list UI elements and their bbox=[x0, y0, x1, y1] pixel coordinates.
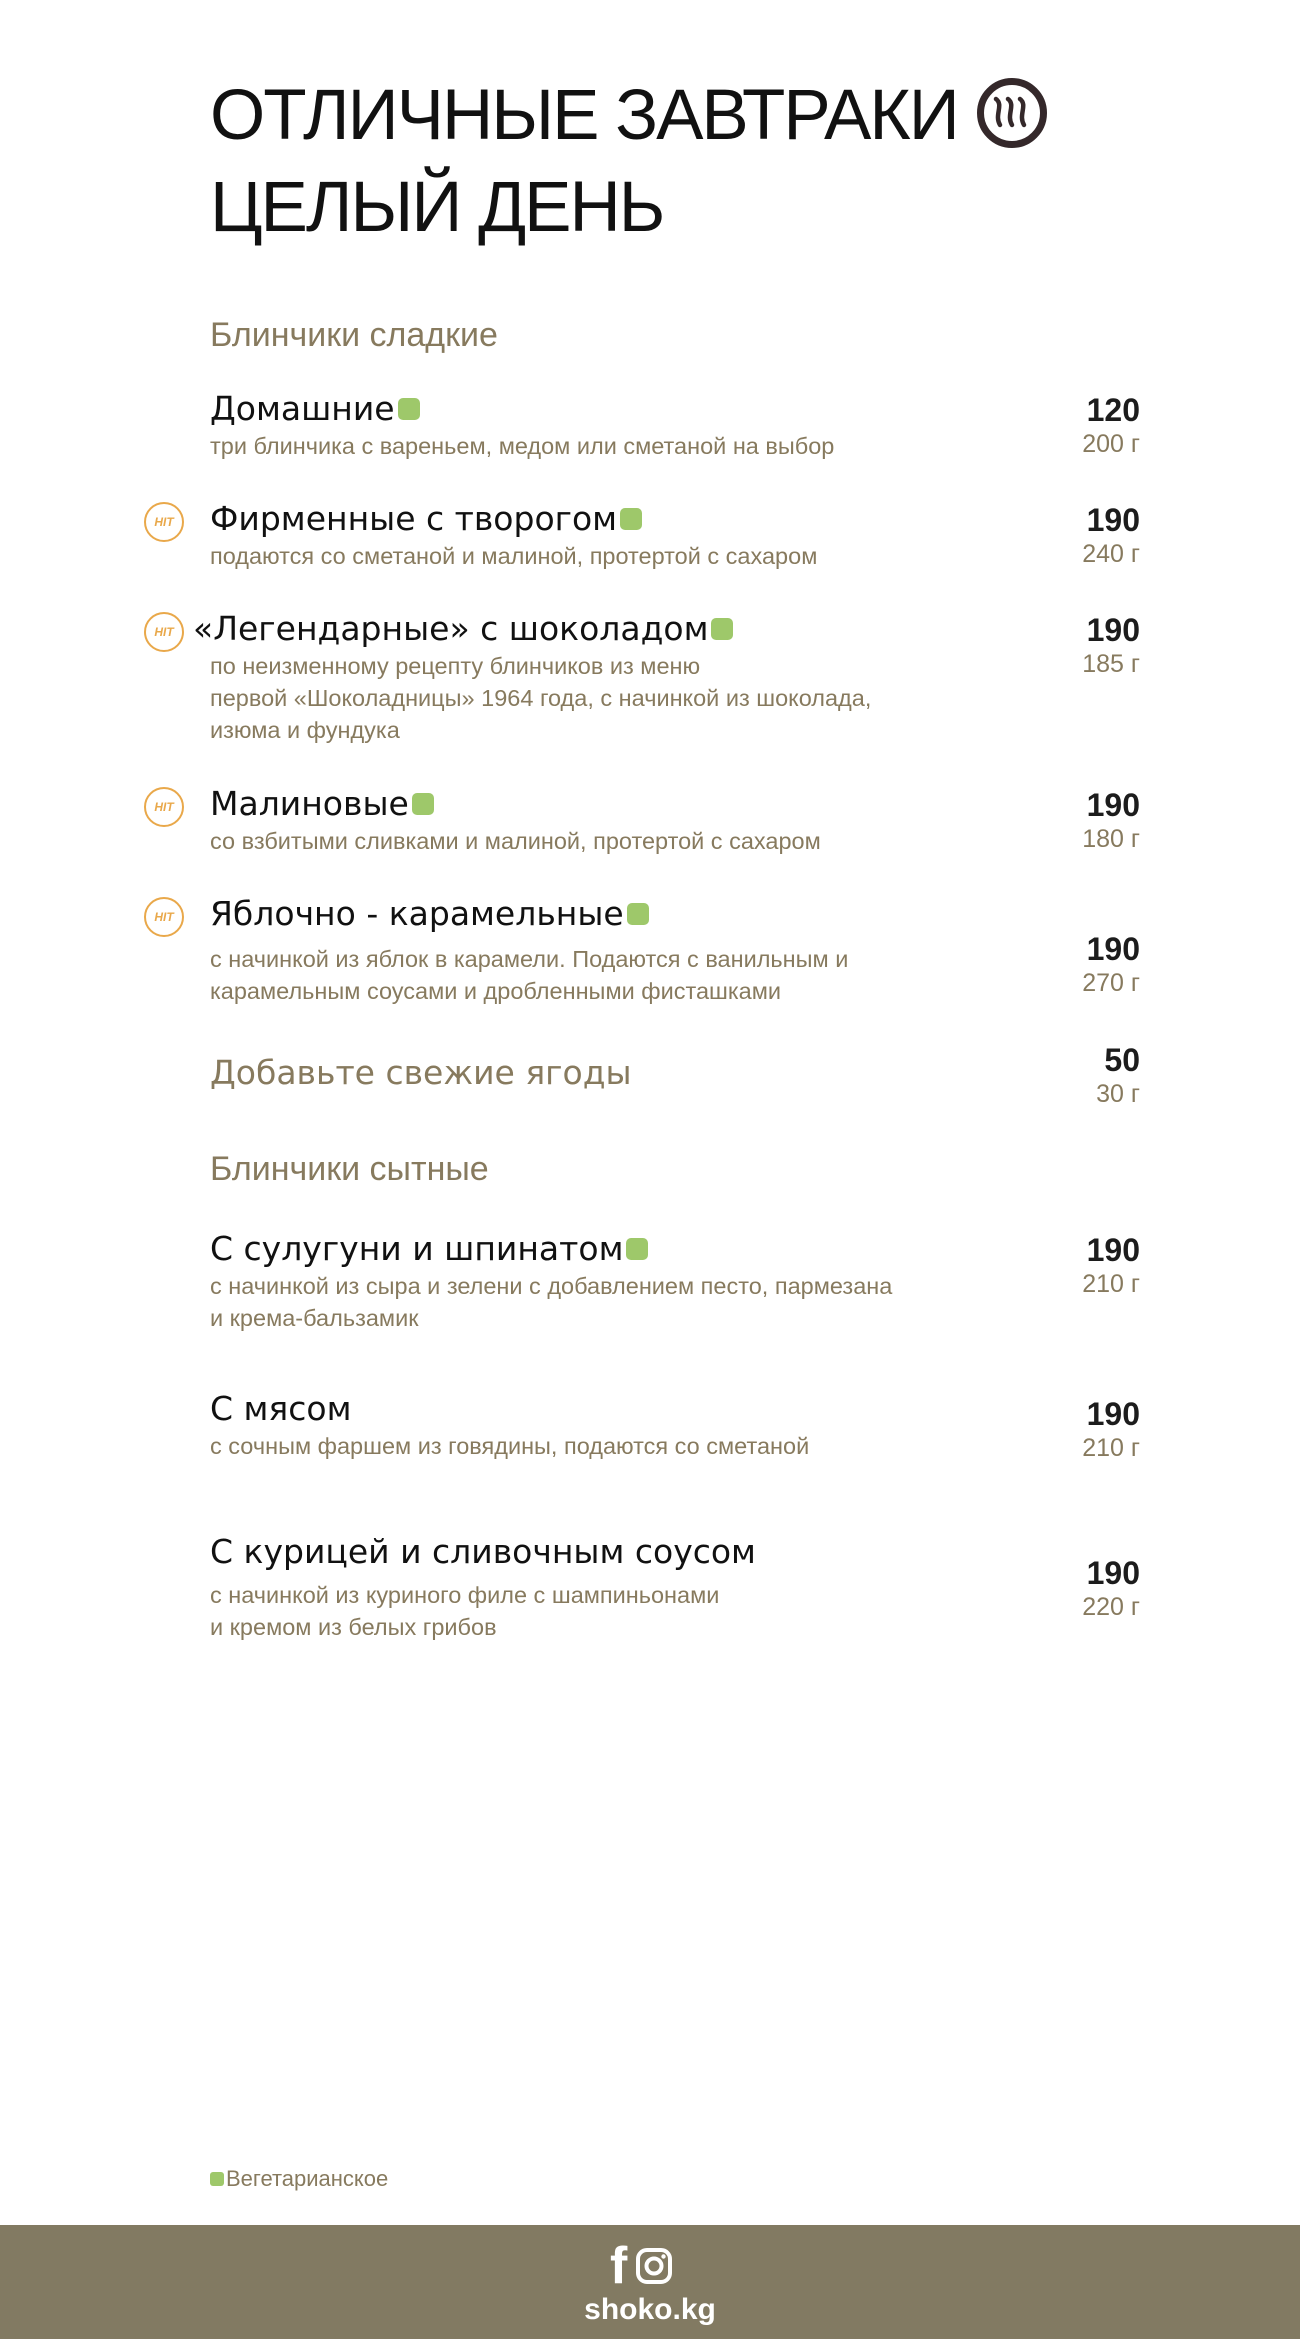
hit-badge-icon: HIT bbox=[144, 897, 184, 937]
item-name: С мясом bbox=[210, 1389, 352, 1428]
item-description bbox=[210, 1430, 1140, 1462]
item-description-line: с сочным фаршем из говядины, подаются со сметаной bbox=[210, 1433, 810, 1459]
item-weight: 30 г bbox=[1096, 1080, 1140, 1108]
shokoladnitsa-logo-icon bbox=[977, 78, 1047, 148]
item-price: 190 bbox=[1086, 502, 1140, 538]
social-links bbox=[610, 2237, 673, 2295]
price-block bbox=[1082, 1396, 1140, 1464]
hit-badge-icon: HIT bbox=[144, 502, 184, 542]
vegetarian-icon bbox=[210, 2172, 224, 2186]
instagram-icon[interactable] bbox=[635, 2247, 673, 2285]
item-price: 190 bbox=[1086, 612, 1140, 648]
item-weight: 185 г bbox=[1082, 650, 1140, 678]
item-name: С сулугуни и шпинатом bbox=[210, 1229, 624, 1268]
item-price: 190 bbox=[1086, 787, 1140, 823]
item-name: Малиновые bbox=[210, 784, 409, 823]
menu-item-s-myasom bbox=[210, 1386, 1140, 1462]
item-description-line: по неизменному рецепту блинчиков из меню bbox=[210, 653, 701, 679]
item-description bbox=[210, 430, 1140, 462]
hit-badge-icon: HIT bbox=[144, 612, 184, 652]
item-description-line: изюма и фундука bbox=[210, 717, 400, 743]
website-link[interactable]: shoko.kg bbox=[584, 2293, 716, 2326]
menu-item-firmennye bbox=[154, 496, 1140, 572]
price-block bbox=[1082, 931, 1140, 999]
item-description-line: с начинкой из куриного филе с шампиньонами bbox=[210, 1582, 720, 1608]
item-weight: 220 г bbox=[1082, 1593, 1140, 1621]
vegetarian-icon bbox=[711, 618, 733, 640]
item-weight: 200 г bbox=[1082, 430, 1140, 458]
item-description-line: с начинкой из яблок в карамели. Подаются с ванильным и bbox=[210, 946, 849, 972]
item-description-line: и крема-бальзамик bbox=[210, 1305, 419, 1331]
item-description-line: первой «Шоколадницы» 1964 года, с начинкой из шоколада, bbox=[210, 685, 872, 711]
legend-vegetarian-label: Вегетарианское bbox=[226, 2166, 389, 2191]
item-description bbox=[210, 825, 1140, 857]
item-price: 190 bbox=[1086, 1232, 1140, 1268]
page-title-line-1: ОТЛИЧНЫЕ ЗАВТРАКИ bbox=[210, 76, 958, 155]
item-description bbox=[210, 540, 1140, 572]
vegetarian-icon bbox=[398, 398, 420, 420]
item-description-line: карамельным соусами и дробленными фисташками bbox=[210, 978, 782, 1004]
item-price: 190 bbox=[1086, 1555, 1140, 1591]
menu-item-suluguni bbox=[210, 1226, 1140, 1334]
section-heading-sweet: Блинчики сладкие bbox=[210, 316, 498, 354]
item-weight: 210 г bbox=[1082, 1270, 1140, 1298]
vegetarian-icon bbox=[412, 793, 434, 815]
hit-badge-icon: HIT bbox=[144, 787, 184, 827]
legend bbox=[210, 2166, 388, 2192]
menu-item-domashnie bbox=[210, 386, 1140, 462]
item-price: 190 bbox=[1086, 931, 1140, 967]
menu-item-legendarnye bbox=[154, 606, 1140, 746]
item-description-line: подаются со сметаной и малиной, протертой с сахаром bbox=[210, 543, 818, 569]
item-name: Домашние bbox=[210, 389, 395, 428]
item-description-line: со взбитыми сливками и малиной, протертой с сахаром bbox=[210, 828, 821, 854]
price-block bbox=[1096, 1042, 1140, 1110]
item-description bbox=[210, 943, 1140, 1007]
price-block bbox=[1082, 612, 1140, 680]
item-description bbox=[210, 1270, 1140, 1334]
item-weight: 270 г bbox=[1082, 969, 1140, 997]
footer bbox=[0, 2225, 1300, 2339]
item-price: 190 bbox=[1086, 1396, 1140, 1432]
menu-item-s-kuricey bbox=[210, 1529, 1140, 1643]
menu-item-malinovye bbox=[154, 781, 1140, 857]
menu-item-add-berries bbox=[210, 1042, 1140, 1108]
vegetarian-icon bbox=[627, 903, 649, 925]
item-weight: 180 г bbox=[1082, 825, 1140, 853]
item-name: Яблочно - карамельные bbox=[210, 894, 624, 933]
vegetarian-icon bbox=[620, 508, 642, 530]
item-name: «Легендарные» с шоколадом bbox=[193, 609, 709, 648]
item-description-line: и кремом из белых грибов bbox=[210, 1614, 497, 1640]
item-name: Фирменные с творогом bbox=[210, 499, 618, 538]
item-name: С курицей и сливочным соусом bbox=[210, 1532, 756, 1571]
item-price: 120 bbox=[1086, 392, 1140, 428]
price-block bbox=[1082, 502, 1140, 570]
item-weight: 240 г bbox=[1082, 540, 1140, 568]
vegetarian-icon bbox=[626, 1238, 648, 1260]
item-weight: 210 г bbox=[1082, 1434, 1140, 1462]
item-description-line: три блинчика с вареньем, медом или сметаной на выбор bbox=[210, 433, 835, 459]
price-block bbox=[1082, 787, 1140, 855]
page-title bbox=[210, 70, 958, 254]
menu-item-yablochno-karamelnye bbox=[154, 891, 1140, 1007]
price-block bbox=[1082, 1555, 1140, 1623]
facebook-icon[interactable]: f bbox=[610, 2237, 628, 2295]
item-name: Добавьте свежие ягоды bbox=[210, 1053, 632, 1092]
price-block bbox=[1082, 1232, 1140, 1300]
item-description bbox=[210, 650, 1140, 746]
page-title-line-2: ЦЕЛЫЙ ДЕНЬ bbox=[210, 168, 664, 247]
item-price: 50 bbox=[1104, 1042, 1140, 1078]
item-description-line: с начинкой из сыра и зелени с добавлением песто, пармезана bbox=[210, 1273, 893, 1299]
section-heading-savory: Блинчики сытные bbox=[210, 1150, 489, 1188]
item-description bbox=[210, 1579, 1140, 1643]
price-block bbox=[1082, 392, 1140, 460]
